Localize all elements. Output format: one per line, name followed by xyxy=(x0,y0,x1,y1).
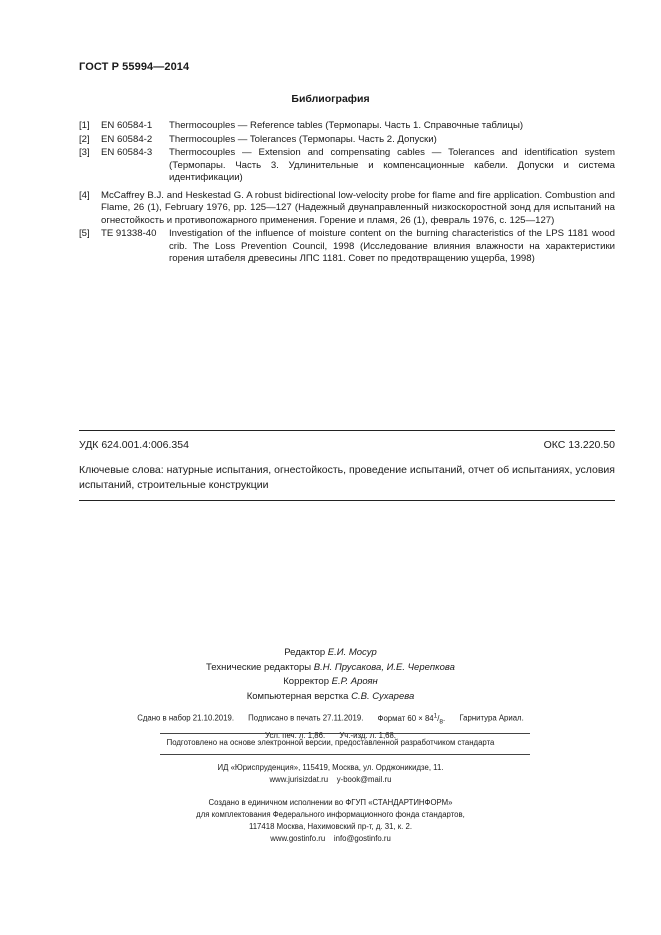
corrector-label: Корректор xyxy=(283,676,329,687)
edit-sheets: Уч.-изд. л. 1,68. xyxy=(339,731,396,741)
publisher-divider xyxy=(160,754,530,755)
made-email: info@gostinfo.ru xyxy=(333,834,391,843)
layout-line xyxy=(0,690,661,705)
entry-code: EN 60584-1 xyxy=(101,120,153,131)
standard-code-header: ГОСТ Р 55994—2014 xyxy=(79,61,190,73)
entry-number: [1] xyxy=(79,120,90,131)
entry-code: EN 60584-2 xyxy=(101,133,153,145)
publisher-block xyxy=(0,762,661,786)
bibliography-list xyxy=(79,120,615,267)
divider-top xyxy=(79,430,615,431)
signed-date: Подписано в печать 27.11.2019. xyxy=(248,713,364,723)
entry-code: EN 60584-3 xyxy=(101,147,153,158)
editor-line xyxy=(0,646,661,661)
print-info-row-1 xyxy=(0,709,661,729)
oks-code: ОКС 13.220.50 xyxy=(543,439,615,451)
bibliography-entry xyxy=(79,228,615,266)
bibliography-entry xyxy=(79,147,615,185)
entry-code: TE 91338-40 xyxy=(101,228,157,239)
made-line-3: 117418 Москва, Нахимовский пр-т, д. 31, к. 2. xyxy=(248,822,413,831)
publisher-site: www.jurisizdat.ru xyxy=(269,775,329,784)
tech-editors-names: В.Н. Прусакова, И.Е. Черепкова xyxy=(313,661,455,673)
classification-row xyxy=(79,439,615,451)
layout-name: С.В. Сухарева xyxy=(351,690,415,702)
made-block xyxy=(0,797,661,845)
made-site: www.gostinfo.ru xyxy=(270,834,326,843)
made-line-1: Создано в единичном исполнении во ФГУП «СТАНДАРТИНФОРМ» xyxy=(208,798,453,807)
bibliography-entry xyxy=(79,134,615,147)
corrector-name: Е.Р. Ароян xyxy=(331,676,378,687)
font-info: Гарнитура Ариал. xyxy=(459,713,524,723)
print-sheets: Усл. печ. л. 1,86. xyxy=(265,731,326,741)
bibliography-title: Библиография xyxy=(291,93,370,105)
entry-text: McCaffrey B.J. and Heskestad G. A robust bidirectional low-velocity probe for flame and fire application. Combustion and Flame, 26 (1), February 1976, pp. 125—127 (Надежный двунаправленный низкоскоростной зонд для испытаний на огнестойкость и противопожарного применения. Горение и пламя, 26 (1), февраль 1976, с. 125—127) xyxy=(101,189,615,226)
credits-block xyxy=(0,646,661,704)
entry-text: Thermocouples — Reference tables (Термопары. Часть 1. Справочные таблицы) xyxy=(169,120,524,131)
tech-editors-line xyxy=(0,661,661,676)
entry-number: [3] xyxy=(79,147,90,158)
editor-name: Е.И. Мосур xyxy=(327,647,377,658)
entry-text: Investigation of the influence of moisture content on the burning characteristics of the LPS 1181 wood crib. The Loss Prevention Council, 1998 (Исследование влияния влажности на характеристики горения штабеля древесины ЛПС 1181. Совет по предотвращению ущерба, 1998) xyxy=(169,228,615,264)
publisher-contacts xyxy=(0,774,661,786)
bibliography-entry xyxy=(79,190,615,228)
publisher-email: y-book@mail.ru xyxy=(336,775,392,784)
editor-label: Редактор xyxy=(284,647,326,658)
bibliography-entry xyxy=(79,120,615,133)
prepared-note: Подготовлено на основе электронной версии, предоставленной разработчиком стандарта xyxy=(166,738,495,747)
tech-editors-label: Технические редакторы xyxy=(206,661,312,673)
made-line-2: для комплектования Федерального информационного фонда стандартов, xyxy=(196,810,465,819)
entry-text: Thermocouples — Extension and compensating cables — Tolerances and identification system (Термопары. Часть 3. Удлинительные и компенсационные кабели. Допуски и система идентификации) xyxy=(169,147,615,183)
udc-code: УДК 624.001.4:006.354 xyxy=(79,439,189,451)
publisher-address: ИД «Юриспруденция», 115419, Москва, ул. Орджоникидзе, 11. xyxy=(217,763,444,772)
entry-text: Thermocouples — Tolerances (Термопары. Часть 2. Допуски) xyxy=(169,133,437,145)
submitted-date: Сдано в набор 21.10.2019. xyxy=(137,713,234,723)
entry-number: [4] xyxy=(79,189,90,201)
layout-label: Компьютерная верстка xyxy=(246,690,349,702)
corrector-line xyxy=(0,675,661,690)
entry-number: [5] xyxy=(79,228,90,239)
print-divider xyxy=(160,733,530,734)
keywords-text: Ключевые слова: натурные испытания, огнестойкость, проведение испытаний, отчет об испытаниях, условия испытаний, строительные конструкции xyxy=(79,464,615,491)
divider-bottom xyxy=(79,500,615,501)
entry-number: [2] xyxy=(79,133,90,145)
format-info: Формат $60 \times 84^1/_8$. xyxy=(377,712,446,726)
made-contacts xyxy=(0,833,661,845)
